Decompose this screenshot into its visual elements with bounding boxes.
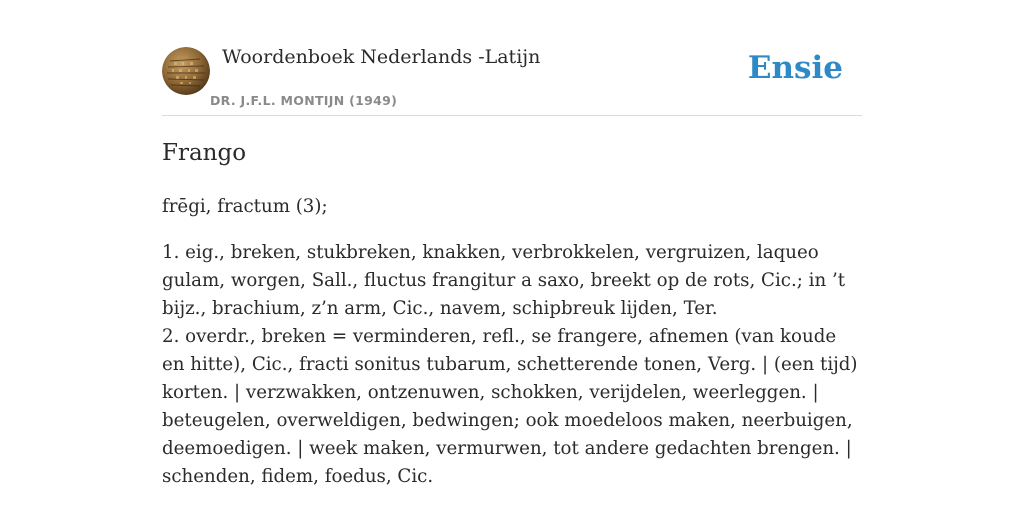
entry-grammar: frēgi, fractum (3);	[162, 196, 328, 217]
definition-item: 2. overdr., breken = verminderen, refl., se frangere, afnemen (van koude en hitte), Cic., fracti sonitus tubarum, schetterende tonen, Verg. | (een tijd) korten. | verzwakken, ontzenuwen, schokken, verijdelen, weerleggen. | beteugelen, overweldigen, bedwingen; ook moedeloos maken, neerbuigen, deemoedigen. | week maken, vermurwen, tot andere gedachten brengen. | schenden, fidem, foedus, Cic.	[162, 326, 858, 487]
ensie-logo-link[interactable]: Ensie	[747, 50, 843, 86]
page-container	[162, 0, 862, 487]
definition-item: 1. eig., breken, stukbreken, knakken, verbrokkelen, vergruizen, laqueo gulam, worgen, Sall., fluctus frangitur a saxo, breekt op de rots, Cic.; in ’t bijz., brachium, z’n arm, Cic., navem, schipbreuk lijden, Ter.	[162, 242, 846, 319]
entry-title: Frango	[162, 140, 247, 166]
book-title[interactable]: Woordenboek Nederlands -Latijn	[222, 46, 541, 68]
entry-definitions	[162, 239, 862, 491]
dictionary-header	[162, 0, 862, 116]
latin-coin-icon[interactable]	[162, 47, 210, 95]
author-label: DR. J.F.L. MONTIJN (1949)	[210, 93, 398, 108]
